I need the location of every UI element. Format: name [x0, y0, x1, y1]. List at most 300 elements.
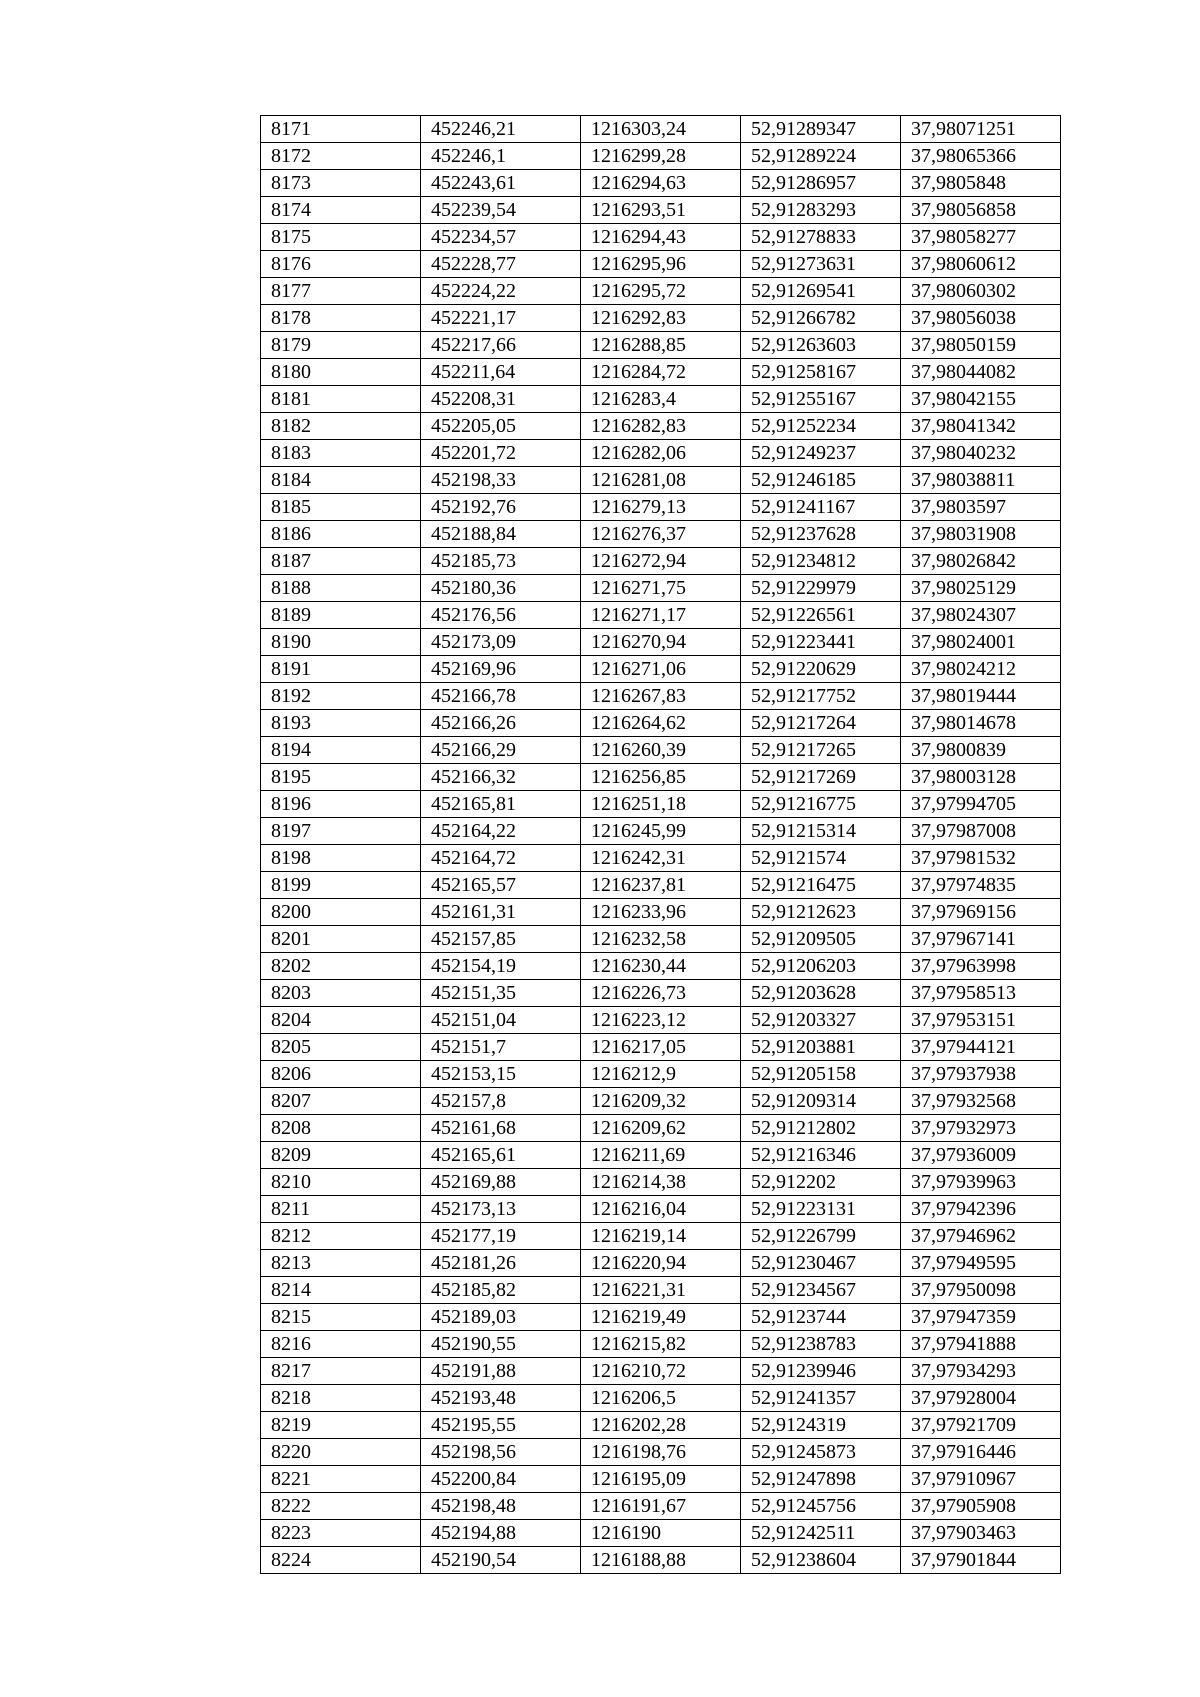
longitude-cell: 37,98003128 [901, 764, 1061, 791]
longitude-cell: 37,97963998 [901, 953, 1061, 980]
y-coordinate-cell: 1216195,09 [581, 1466, 741, 1493]
x-coordinate-cell: 452154,19 [421, 953, 581, 980]
point-number-cell: 8207 [261, 1088, 421, 1115]
y-coordinate-cell: 1216295,72 [581, 278, 741, 305]
x-coordinate-cell: 452151,35 [421, 980, 581, 1007]
point-number-cell: 8200 [261, 899, 421, 926]
table-row [261, 1277, 1061, 1304]
x-coordinate-cell: 452198,33 [421, 467, 581, 494]
x-coordinate-cell: 452173,09 [421, 629, 581, 656]
x-coordinate-cell: 452211,64 [421, 359, 581, 386]
table-row [261, 1439, 1061, 1466]
y-coordinate-cell: 1216271,06 [581, 656, 741, 683]
x-coordinate-cell: 452173,13 [421, 1196, 581, 1223]
x-coordinate-cell: 452157,85 [421, 926, 581, 953]
x-coordinate-cell: 452243,61 [421, 170, 581, 197]
point-number-cell: 8221 [261, 1466, 421, 1493]
latitude-cell: 52,91289224 [741, 143, 901, 170]
table-row [261, 1250, 1061, 1277]
x-coordinate-cell: 452195,55 [421, 1412, 581, 1439]
point-number-cell: 8206 [261, 1061, 421, 1088]
latitude-cell: 52,91217265 [741, 737, 901, 764]
x-coordinate-cell: 452221,17 [421, 305, 581, 332]
coordinates-table [260, 115, 1061, 1574]
latitude-cell: 52,91223441 [741, 629, 901, 656]
y-coordinate-cell: 1216292,83 [581, 305, 741, 332]
latitude-cell: 52,91203327 [741, 1007, 901, 1034]
longitude-cell: 37,98056858 [901, 197, 1061, 224]
longitude-cell: 37,97928004 [901, 1385, 1061, 1412]
latitude-cell: 52,91203628 [741, 980, 901, 1007]
point-number-cell: 8192 [261, 683, 421, 710]
latitude-cell: 52,91255167 [741, 386, 901, 413]
latitude-cell: 52,9123744 [741, 1304, 901, 1331]
y-coordinate-cell: 1216190 [581, 1520, 741, 1547]
point-number-cell: 8178 [261, 305, 421, 332]
y-coordinate-cell: 1216209,32 [581, 1088, 741, 1115]
latitude-cell: 52,91266782 [741, 305, 901, 332]
latitude-cell: 52,91237628 [741, 521, 901, 548]
latitude-cell: 52,91252234 [741, 413, 901, 440]
latitude-cell: 52,91217264 [741, 710, 901, 737]
x-coordinate-cell: 452165,57 [421, 872, 581, 899]
table-row [261, 1385, 1061, 1412]
y-coordinate-cell: 1216211,69 [581, 1142, 741, 1169]
point-number-cell: 8209 [261, 1142, 421, 1169]
y-coordinate-cell: 1216288,85 [581, 332, 741, 359]
table-row [261, 170, 1061, 197]
latitude-cell: 52,912202 [741, 1169, 901, 1196]
table-row [261, 683, 1061, 710]
latitude-cell: 52,91234567 [741, 1277, 901, 1304]
latitude-cell: 52,91273631 [741, 251, 901, 278]
x-coordinate-cell: 452166,78 [421, 683, 581, 710]
longitude-cell: 37,98038811 [901, 467, 1061, 494]
longitude-cell: 37,97941888 [901, 1331, 1061, 1358]
longitude-cell: 37,98024307 [901, 602, 1061, 629]
point-number-cell: 8194 [261, 737, 421, 764]
longitude-cell: 37,98024212 [901, 656, 1061, 683]
latitude-cell: 52,9124319 [741, 1412, 901, 1439]
y-coordinate-cell: 1216282,06 [581, 440, 741, 467]
table-row [261, 953, 1061, 980]
longitude-cell: 37,97947359 [901, 1304, 1061, 1331]
point-number-cell: 8176 [261, 251, 421, 278]
longitude-cell: 37,98026842 [901, 548, 1061, 575]
longitude-cell: 37,97932568 [901, 1088, 1061, 1115]
x-coordinate-cell: 452185,82 [421, 1277, 581, 1304]
table-row [261, 575, 1061, 602]
table-row [261, 1331, 1061, 1358]
y-coordinate-cell: 1216293,51 [581, 197, 741, 224]
longitude-cell: 37,97949595 [901, 1250, 1061, 1277]
x-coordinate-cell: 452246,21 [421, 116, 581, 143]
point-number-cell: 8173 [261, 170, 421, 197]
longitude-cell: 37,98040232 [901, 440, 1061, 467]
coordinates-table-body [261, 116, 1061, 1574]
y-coordinate-cell: 1216294,63 [581, 170, 741, 197]
point-number-cell: 8191 [261, 656, 421, 683]
x-coordinate-cell: 452205,05 [421, 413, 581, 440]
table-row [261, 1466, 1061, 1493]
table-row [261, 467, 1061, 494]
latitude-cell: 52,91203881 [741, 1034, 901, 1061]
y-coordinate-cell: 1216276,37 [581, 521, 741, 548]
point-number-cell: 8172 [261, 143, 421, 170]
longitude-cell: 37,98058277 [901, 224, 1061, 251]
table-row [261, 440, 1061, 467]
y-coordinate-cell: 1216256,85 [581, 764, 741, 791]
point-number-cell: 8219 [261, 1412, 421, 1439]
x-coordinate-cell: 452169,88 [421, 1169, 581, 1196]
longitude-cell: 37,98060612 [901, 251, 1061, 278]
longitude-cell: 37,97981532 [901, 845, 1061, 872]
x-coordinate-cell: 452161,68 [421, 1115, 581, 1142]
table-row [261, 1223, 1061, 1250]
latitude-cell: 52,91212802 [741, 1115, 901, 1142]
point-number-cell: 8205 [261, 1034, 421, 1061]
longitude-cell: 37,9800839 [901, 737, 1061, 764]
longitude-cell: 37,97950098 [901, 1277, 1061, 1304]
x-coordinate-cell: 452164,72 [421, 845, 581, 872]
point-number-cell: 8224 [261, 1547, 421, 1574]
table-row [261, 1061, 1061, 1088]
y-coordinate-cell: 1216299,28 [581, 143, 741, 170]
y-coordinate-cell: 1216270,94 [581, 629, 741, 656]
y-coordinate-cell: 1216264,62 [581, 710, 741, 737]
y-coordinate-cell: 1216212,9 [581, 1061, 741, 1088]
y-coordinate-cell: 1216267,83 [581, 683, 741, 710]
latitude-cell: 52,91238783 [741, 1331, 901, 1358]
x-coordinate-cell: 452194,88 [421, 1520, 581, 1547]
longitude-cell: 37,97942396 [901, 1196, 1061, 1223]
y-coordinate-cell: 1216281,08 [581, 467, 741, 494]
point-number-cell: 8174 [261, 197, 421, 224]
table-row [261, 521, 1061, 548]
x-coordinate-cell: 452208,31 [421, 386, 581, 413]
x-coordinate-cell: 452192,76 [421, 494, 581, 521]
y-coordinate-cell: 1216284,72 [581, 359, 741, 386]
table-row [261, 656, 1061, 683]
table-row [261, 980, 1061, 1007]
table-row [261, 602, 1061, 629]
latitude-cell: 52,91220629 [741, 656, 901, 683]
latitude-cell: 52,91289347 [741, 116, 901, 143]
latitude-cell: 52,91226561 [741, 602, 901, 629]
x-coordinate-cell: 452177,19 [421, 1223, 581, 1250]
y-coordinate-cell: 1216272,94 [581, 548, 741, 575]
longitude-cell: 37,97958513 [901, 980, 1061, 1007]
point-number-cell: 8214 [261, 1277, 421, 1304]
latitude-cell: 52,91286957 [741, 170, 901, 197]
point-number-cell: 8189 [261, 602, 421, 629]
longitude-cell: 37,98071251 [901, 116, 1061, 143]
point-number-cell: 8208 [261, 1115, 421, 1142]
latitude-cell: 52,91234812 [741, 548, 901, 575]
latitude-cell: 52,91223131 [741, 1196, 901, 1223]
longitude-cell: 37,97969156 [901, 899, 1061, 926]
y-coordinate-cell: 1216294,43 [581, 224, 741, 251]
table-row [261, 1547, 1061, 1574]
y-coordinate-cell: 1216198,76 [581, 1439, 741, 1466]
y-coordinate-cell: 1216245,99 [581, 818, 741, 845]
longitude-cell: 37,98025129 [901, 575, 1061, 602]
longitude-cell: 37,97934293 [901, 1358, 1061, 1385]
point-number-cell: 8217 [261, 1358, 421, 1385]
latitude-cell: 52,91278833 [741, 224, 901, 251]
longitude-cell: 37,97921709 [901, 1412, 1061, 1439]
table-row [261, 926, 1061, 953]
latitude-cell: 52,91238604 [741, 1547, 901, 1574]
table-row [261, 359, 1061, 386]
point-number-cell: 8188 [261, 575, 421, 602]
point-number-cell: 8201 [261, 926, 421, 953]
x-coordinate-cell: 452181,26 [421, 1250, 581, 1277]
x-coordinate-cell: 452151,04 [421, 1007, 581, 1034]
table-row [261, 872, 1061, 899]
longitude-cell: 37,97994705 [901, 791, 1061, 818]
latitude-cell: 52,91245873 [741, 1439, 901, 1466]
longitude-cell: 37,97953151 [901, 1007, 1061, 1034]
x-coordinate-cell: 452224,22 [421, 278, 581, 305]
table-row [261, 494, 1061, 521]
x-coordinate-cell: 452166,26 [421, 710, 581, 737]
point-number-cell: 8212 [261, 1223, 421, 1250]
point-number-cell: 8202 [261, 953, 421, 980]
latitude-cell: 52,91241357 [741, 1385, 901, 1412]
x-coordinate-cell: 452188,84 [421, 521, 581, 548]
table-row [261, 1196, 1061, 1223]
longitude-cell: 37,98041342 [901, 413, 1061, 440]
table-row [261, 737, 1061, 764]
x-coordinate-cell: 452201,72 [421, 440, 581, 467]
latitude-cell: 52,91246185 [741, 467, 901, 494]
x-coordinate-cell: 452234,57 [421, 224, 581, 251]
latitude-cell: 52,91226799 [741, 1223, 901, 1250]
y-coordinate-cell: 1216215,82 [581, 1331, 741, 1358]
point-number-cell: 8203 [261, 980, 421, 1007]
x-coordinate-cell: 452166,32 [421, 764, 581, 791]
longitude-cell: 37,98044082 [901, 359, 1061, 386]
table-row [261, 845, 1061, 872]
x-coordinate-cell: 452169,96 [421, 656, 581, 683]
longitude-cell: 37,97974835 [901, 872, 1061, 899]
table-row [261, 143, 1061, 170]
y-coordinate-cell: 1216202,28 [581, 1412, 741, 1439]
point-number-cell: 8175 [261, 224, 421, 251]
y-coordinate-cell: 1216279,13 [581, 494, 741, 521]
table-row [261, 1493, 1061, 1520]
longitude-cell: 37,97939963 [901, 1169, 1061, 1196]
table-row [261, 1115, 1061, 1142]
latitude-cell: 52,91229979 [741, 575, 901, 602]
y-coordinate-cell: 1216237,81 [581, 872, 741, 899]
x-coordinate-cell: 452228,77 [421, 251, 581, 278]
x-coordinate-cell: 452189,03 [421, 1304, 581, 1331]
point-number-cell: 8177 [261, 278, 421, 305]
latitude-cell: 52,91249237 [741, 440, 901, 467]
longitude-cell: 37,98056038 [901, 305, 1061, 332]
x-coordinate-cell: 452190,55 [421, 1331, 581, 1358]
point-number-cell: 8215 [261, 1304, 421, 1331]
point-number-cell: 8199 [261, 872, 421, 899]
table-row [261, 1412, 1061, 1439]
longitude-cell: 37,97987008 [901, 818, 1061, 845]
point-number-cell: 8223 [261, 1520, 421, 1547]
point-number-cell: 8187 [261, 548, 421, 575]
y-coordinate-cell: 1216282,83 [581, 413, 741, 440]
point-number-cell: 8183 [261, 440, 421, 467]
table-row [261, 791, 1061, 818]
point-number-cell: 8220 [261, 1439, 421, 1466]
point-number-cell: 8216 [261, 1331, 421, 1358]
latitude-cell: 52,91209314 [741, 1088, 901, 1115]
latitude-cell: 52,91216775 [741, 791, 901, 818]
latitude-cell: 52,91209505 [741, 926, 901, 953]
table-row [261, 1520, 1061, 1547]
table-row [261, 1088, 1061, 1115]
longitude-cell: 37,9805848 [901, 170, 1061, 197]
table-row [261, 305, 1061, 332]
longitude-cell: 37,97905908 [901, 1493, 1061, 1520]
point-number-cell: 8197 [261, 818, 421, 845]
latitude-cell: 52,91205158 [741, 1061, 901, 1088]
table-row [261, 332, 1061, 359]
point-number-cell: 8181 [261, 386, 421, 413]
point-number-cell: 8185 [261, 494, 421, 521]
x-coordinate-cell: 452161,31 [421, 899, 581, 926]
y-coordinate-cell: 1216191,67 [581, 1493, 741, 1520]
latitude-cell: 52,9121574 [741, 845, 901, 872]
table-row [261, 1304, 1061, 1331]
latitude-cell: 52,91212623 [741, 899, 901, 926]
longitude-cell: 37,97903463 [901, 1520, 1061, 1547]
y-coordinate-cell: 1216271,75 [581, 575, 741, 602]
longitude-cell: 37,98042155 [901, 386, 1061, 413]
longitude-cell: 37,97946962 [901, 1223, 1061, 1250]
table-row [261, 1169, 1061, 1196]
table-row [261, 629, 1061, 656]
y-coordinate-cell: 1216219,14 [581, 1223, 741, 1250]
latitude-cell: 52,91206203 [741, 953, 901, 980]
x-coordinate-cell: 452157,8 [421, 1088, 581, 1115]
point-number-cell: 8193 [261, 710, 421, 737]
longitude-cell: 37,98050159 [901, 332, 1061, 359]
y-coordinate-cell: 1216303,24 [581, 116, 741, 143]
latitude-cell: 52,91216346 [741, 1142, 901, 1169]
point-number-cell: 8222 [261, 1493, 421, 1520]
point-number-cell: 8196 [261, 791, 421, 818]
longitude-cell: 37,97937938 [901, 1061, 1061, 1088]
table-row [261, 116, 1061, 143]
longitude-cell: 37,97967141 [901, 926, 1061, 953]
point-number-cell: 8204 [261, 1007, 421, 1034]
latitude-cell: 52,91242511 [741, 1520, 901, 1547]
table-row [261, 1358, 1061, 1385]
point-number-cell: 8182 [261, 413, 421, 440]
latitude-cell: 52,91239946 [741, 1358, 901, 1385]
longitude-cell: 37,98024001 [901, 629, 1061, 656]
longitude-cell: 37,9803597 [901, 494, 1061, 521]
longitude-cell: 37,98060302 [901, 278, 1061, 305]
table-row [261, 818, 1061, 845]
longitude-cell: 37,98065366 [901, 143, 1061, 170]
x-coordinate-cell: 452185,73 [421, 548, 581, 575]
table-row [261, 1034, 1061, 1061]
table-row [261, 710, 1061, 737]
y-coordinate-cell: 1216221,31 [581, 1277, 741, 1304]
x-coordinate-cell: 452191,88 [421, 1358, 581, 1385]
point-number-cell: 8198 [261, 845, 421, 872]
y-coordinate-cell: 1216232,58 [581, 926, 741, 953]
longitude-cell: 37,97901844 [901, 1547, 1061, 1574]
y-coordinate-cell: 1216206,5 [581, 1385, 741, 1412]
x-coordinate-cell: 452165,61 [421, 1142, 581, 1169]
point-number-cell: 8171 [261, 116, 421, 143]
y-coordinate-cell: 1216209,62 [581, 1115, 741, 1142]
table-row [261, 413, 1061, 440]
x-coordinate-cell: 452200,84 [421, 1466, 581, 1493]
table-row [261, 251, 1061, 278]
x-coordinate-cell: 452190,54 [421, 1547, 581, 1574]
y-coordinate-cell: 1216233,96 [581, 899, 741, 926]
latitude-cell: 52,91258167 [741, 359, 901, 386]
longitude-cell: 37,98031908 [901, 521, 1061, 548]
y-coordinate-cell: 1216214,38 [581, 1169, 741, 1196]
y-coordinate-cell: 1216220,94 [581, 1250, 741, 1277]
latitude-cell: 52,91247898 [741, 1466, 901, 1493]
latitude-cell: 52,91230467 [741, 1250, 901, 1277]
point-number-cell: 8195 [261, 764, 421, 791]
table-row [261, 197, 1061, 224]
longitude-cell: 37,97932973 [901, 1115, 1061, 1142]
table-row [261, 764, 1061, 791]
y-coordinate-cell: 1216216,04 [581, 1196, 741, 1223]
latitude-cell: 52,91283293 [741, 197, 901, 224]
latitude-cell: 52,91245756 [741, 1493, 901, 1520]
y-coordinate-cell: 1216210,72 [581, 1358, 741, 1385]
y-coordinate-cell: 1216251,18 [581, 791, 741, 818]
latitude-cell: 52,91241167 [741, 494, 901, 521]
point-number-cell: 8190 [261, 629, 421, 656]
x-coordinate-cell: 452198,56 [421, 1439, 581, 1466]
x-coordinate-cell: 452180,36 [421, 575, 581, 602]
table-row [261, 1007, 1061, 1034]
x-coordinate-cell: 452246,1 [421, 143, 581, 170]
point-number-cell: 8184 [261, 467, 421, 494]
x-coordinate-cell: 452217,66 [421, 332, 581, 359]
x-coordinate-cell: 452151,7 [421, 1034, 581, 1061]
latitude-cell: 52,91215314 [741, 818, 901, 845]
longitude-cell: 37,98014678 [901, 710, 1061, 737]
x-coordinate-cell: 452164,22 [421, 818, 581, 845]
table-row [261, 548, 1061, 575]
y-coordinate-cell: 1216295,96 [581, 251, 741, 278]
point-number-cell: 8210 [261, 1169, 421, 1196]
y-coordinate-cell: 1216217,05 [581, 1034, 741, 1061]
x-coordinate-cell: 452153,15 [421, 1061, 581, 1088]
y-coordinate-cell: 1216242,31 [581, 845, 741, 872]
y-coordinate-cell: 1216188,88 [581, 1547, 741, 1574]
table-row [261, 278, 1061, 305]
x-coordinate-cell: 452193,48 [421, 1385, 581, 1412]
table-row [261, 1142, 1061, 1169]
table-row [261, 224, 1061, 251]
y-coordinate-cell: 1216260,39 [581, 737, 741, 764]
point-number-cell: 8186 [261, 521, 421, 548]
point-number-cell: 8179 [261, 332, 421, 359]
latitude-cell: 52,91269541 [741, 278, 901, 305]
